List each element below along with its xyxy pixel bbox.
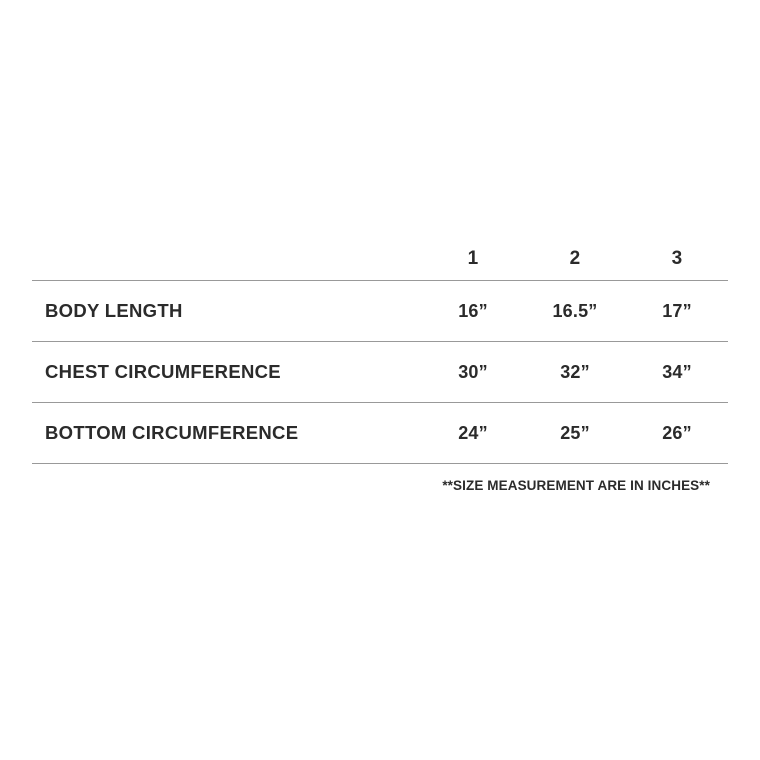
- cell-bottom-circumference-2: 25”: [524, 403, 626, 464]
- row-label-chest-circumference: CHEST CIRCUMFERENCE: [32, 342, 422, 403]
- row-label-body-length: BODY LENGTH: [32, 281, 422, 342]
- table-row: [32, 342, 728, 403]
- row-label-bottom-circumference: BOTTOM CIRCUMFERENCE: [32, 403, 422, 464]
- header-size-2: 2: [569, 248, 581, 269]
- cell-body-length-2: 16.5”: [524, 281, 626, 342]
- header-corner-cell: [32, 238, 422, 281]
- table-row: [32, 403, 728, 464]
- cell-bottom-circumference-3: 26”: [626, 403, 728, 464]
- cell-body-length-3: 17”: [626, 281, 728, 342]
- size-measurement-footnote: **SIZE MEASUREMENT ARE IN INCHES**: [442, 478, 710, 493]
- header-size-1: 1: [467, 248, 479, 269]
- table-row: [32, 281, 728, 342]
- header-size-3: 3: [671, 248, 683, 269]
- cell-chest-circumference-1: 30”: [422, 342, 524, 403]
- table-header-row: [32, 238, 728, 281]
- cell-chest-circumference-3: 34”: [626, 342, 728, 403]
- size-chart-table: [32, 238, 728, 464]
- cell-bottom-circumference-1: 24”: [422, 403, 524, 464]
- cell-body-length-1: 16”: [422, 281, 524, 342]
- size-chart: [32, 238, 728, 493]
- cell-chest-circumference-2: 32”: [524, 342, 626, 403]
